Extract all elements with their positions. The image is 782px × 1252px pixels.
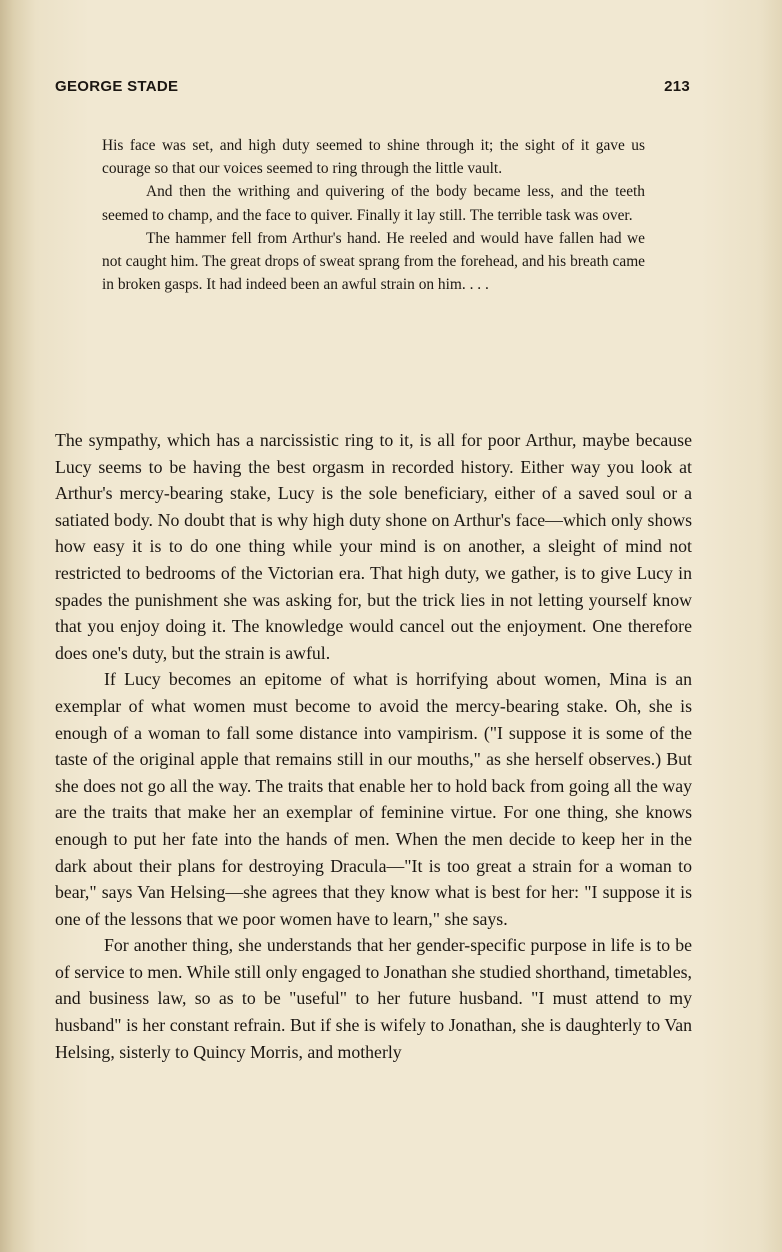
- quote-paragraph: The hammer fell from Arthur's hand. He reeled and would have fallen had we not caught him. The great drops of sweat sprang from the forehead, and his breath came in broken gasps. It had indeed been an awful strain on him. . . .: [102, 229, 645, 294]
- block-quote: [102, 134, 645, 296]
- running-head-author: GEORGE STADE: [55, 78, 179, 95]
- body-text: [55, 427, 692, 1065]
- running-header: [55, 78, 690, 95]
- quote-paragraph: His face was set, and high duty seemed to shine through it; the sight of it gave us courage so that our voices seemed to ring through the little vault.: [102, 137, 645, 178]
- body-paragraph: If Lucy becomes an epitome of what is horrifying about women, Mina is an exemplar of what women must become to avoid the mercy-bearing stake. Oh, she is enough of a woman to fall some distance into vampirism. ("I suppose it is some of the taste of the original apple that remains still in our mouths," as she herself observes.) But she does not go all the way. The traits that enable her to hold back from going all the way are the traits that make her an exemplar of feminine virtue. For one thing, she knows enough to put her fate into the hands of men. When the men decide to keep her in the dark about their plans for destroying Dracula—"It is too great a strain for a woman to bear," says Van Helsing—she agrees that they know what is best for her: "I suppose it is one of the lessons that we poor women have to learn," she says.: [55, 669, 692, 929]
- quote-paragraph: And then the writhing and quivering of the body became less, and the teeth seemed to champ, and the face to quiver. Finally it lay still. The terrible task was over.: [102, 183, 645, 224]
- body-paragraph: The sympathy, which has a narcissistic ring to it, is all for poor Arthur, maybe because Lucy seems to be having the best orgasm in recorded history. Either way you look at Arthur's mercy-bearing stake, Lucy is the sole beneficiary, either of a saved soul or a satiated body. No doubt that is why high duty shone on Arthur's face—which only shows how easy it is to do one thing while your mind is on another, a sleight of mind not restricted to bedrooms of the Victorian era. That high duty, we gather, is to give Lucy in spades the punishment she was asking for, but the trick lies in not letting yourself know that you enjoy doing it. The knowledge would cancel out the enjoyment. One therefore does one's duty, but the strain is awful.: [55, 430, 692, 663]
- page-number: 213: [664, 78, 690, 95]
- body-paragraph: For another thing, she understands that her gender-specific purpose in life is to be of service to men. While still only engaged to Jonathan she studied shorthand, timetables, and business law, so as to be "useful" to her future husband. "I must attend to my husband" is her constant refrain. But if she is wifely to Jonathan, she is daughterly to Van Helsing, sisterly to Quincy Morris, and motherly: [55, 935, 692, 1062]
